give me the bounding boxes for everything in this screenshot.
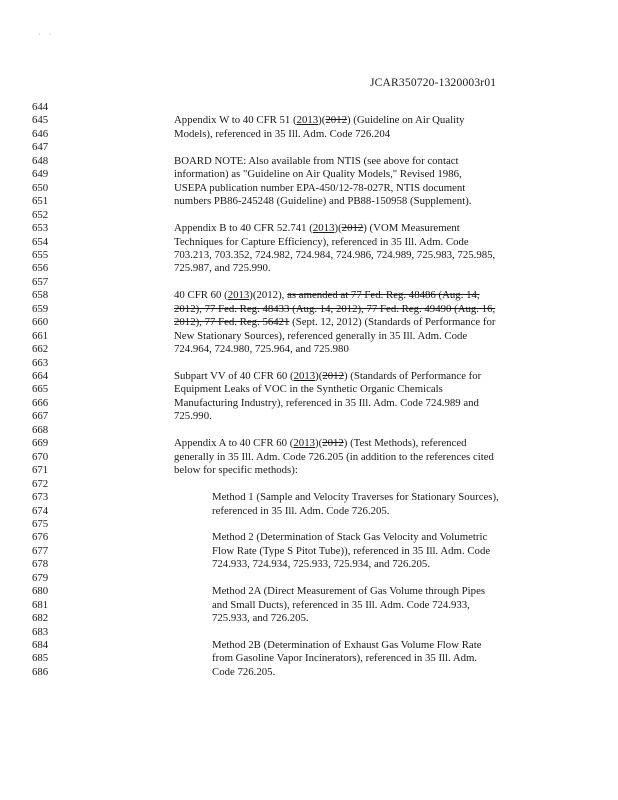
text-segment: Equipment Leaks of VOC in the Synthetic Organic Chemicals: [174, 383, 443, 396]
text-line: [174, 155, 459, 167]
deleted-text: 2012: [322, 437, 344, 450]
line-number: 651: [32, 195, 49, 208]
inserted-text: 2013: [293, 437, 315, 450]
text-line: [174, 262, 271, 274]
line-number: 664: [32, 370, 49, 382]
text-line: [174, 316, 495, 328]
text-segment: BOARD NOTE: Also available from NTIS (see above for contact: [174, 154, 459, 167]
text-segment: Appendix A to 40 CFR 60 (: [174, 437, 294, 450]
line-number: 666: [32, 396, 49, 409]
text-line: [174, 397, 479, 409]
line-number: 648: [32, 154, 49, 167]
text-segment: 725.990.: [174, 410, 212, 423]
document-id-header: JCAR350720-1320003r01: [370, 77, 497, 89]
inserted-text: 2013: [296, 114, 319, 127]
text-segment: generally in 35 Ill. Adm. Code 726.205 (in addition to the references cited: [174, 450, 494, 463]
text-segment: and Small Ducts), referenced in 35 Ill. Adm. Code 724.933,: [212, 598, 470, 611]
text-line: [174, 383, 443, 395]
line-number: 676: [32, 531, 49, 544]
text-segment: ) (Test Methods), referenced: [343, 437, 467, 450]
text-segment: USEPA publication number EPA-450/12-78-027R, NTIS document: [174, 181, 466, 194]
line-number: 678: [32, 558, 49, 571]
deleted-text: as amended at 77 Fed. Reg. 48486 (Aug. 14,: [287, 289, 480, 302]
line-number: 662: [32, 343, 49, 356]
line-number: 667: [32, 410, 49, 423]
deleted-text: 2012: [341, 222, 364, 235]
text-segment: Flow Rate (Type S Pitot Tube)), referenced in 35 Ill. Adm. Code: [212, 544, 491, 557]
text-line: [174, 222, 460, 234]
text-segment: 725.987, and 725.990.: [174, 262, 271, 275]
text-line: [174, 182, 465, 194]
line-number: 686: [32, 665, 49, 678]
text-segment: 724.933, 724.934, 725.933, 725.934, and 726.205.: [212, 558, 431, 571]
text-segment: ) (Standards of Performance for: [343, 370, 482, 382]
line-number: 680: [32, 585, 49, 598]
text-segment: )(2012),: [249, 289, 288, 302]
text-line: [212, 599, 470, 611]
text-segment: Method 2B (Determination of Exhaust Gas Volume Flow Rate: [212, 639, 482, 651]
text-line: [212, 491, 499, 503]
text-line: [212, 505, 390, 517]
text-line: [212, 652, 477, 664]
line-number: 646: [32, 127, 49, 140]
text-segment: numbers PB86-245248 (Guideline) and PB88-150958 (Supplement).: [174, 195, 472, 208]
text-line: [174, 437, 467, 449]
inserted-text: 2013: [312, 222, 335, 235]
text-segment: Techniques for Capture Efficiency), referenced in 35 Ill. Adm. Code: [174, 235, 469, 248]
inserted-text: 2013: [293, 370, 316, 382]
line-number: 644: [32, 101, 49, 113]
text-segment: Manufacturing Industry), referenced in 35 Ill. Adm. Code 724.989 and: [174, 396, 479, 409]
text-line: [174, 289, 480, 301]
text-line: [174, 464, 298, 476]
text-segment: Code 726.205.: [212, 665, 276, 678]
text-segment: Subpart VV of 40 CFR 60 (: [174, 370, 294, 382]
text-segment: Appendix B to 40 CFR 52.741 (: [174, 222, 313, 235]
text-segment: Method 2A (Direct Measurement of Gas Volume through Pipes: [212, 585, 486, 598]
line-number: 654: [32, 235, 49, 248]
text-segment: 703.213, 703.352, 724.982, 724.984, 724.986, 724.989, 725.983, 725.985,: [174, 248, 496, 261]
line-number: 679: [32, 571, 49, 584]
inserted-text: 2013: [227, 289, 250, 302]
line-number: 663: [32, 356, 49, 369]
line-number: 684: [32, 639, 49, 651]
line-number: 674: [32, 504, 49, 517]
text-line: [212, 545, 490, 557]
line-number: 669: [32, 437, 49, 450]
line-number: 671: [32, 464, 49, 477]
text-line: [174, 370, 481, 382]
line-number: 673: [32, 491, 49, 504]
line-number: 649: [32, 168, 49, 181]
line-number: 677: [32, 544, 49, 557]
text-segment: )(: [314, 437, 323, 450]
text-segment: ) (Guideline on Air Quality: [346, 114, 465, 127]
text-segment: New Stationary Sources), referenced generally in 35 Ill. Adm. Code: [174, 329, 468, 342]
line-number: 682: [32, 612, 49, 625]
line-number: 672: [32, 477, 49, 490]
text-segment: 724.964, 724.980, 725.964, and 725.980: [174, 343, 349, 356]
text-line: [212, 666, 275, 678]
line-number: 655: [32, 248, 49, 261]
text-segment: )(: [334, 222, 342, 235]
line-number: 675: [32, 517, 49, 530]
text-segment: information) as "Guideline on Air Quality Models," Revised 1986,: [174, 168, 462, 181]
text-segment: (Sept. 12, 2012) (Standards of Performance for: [289, 316, 496, 329]
text-segment: below for specific methods):: [174, 464, 298, 477]
line-number: 653: [32, 222, 49, 235]
line-number: 659: [32, 302, 49, 315]
line-number: 656: [32, 262, 49, 275]
text-segment: referenced in 35 Ill. Adm. Code 726.205.: [212, 504, 390, 517]
line-number: 652: [32, 208, 49, 221]
line-number: 660: [32, 316, 49, 329]
text-line: [174, 128, 390, 140]
text-segment: Method 2 (Determination of Stack Gas Velocity and Volumetric: [212, 531, 488, 544]
deleted-text: 2012: [322, 370, 344, 382]
line-number: 683: [32, 625, 49, 638]
text-line: [174, 303, 495, 315]
line-number: 668: [32, 423, 49, 436]
text-line: [212, 639, 482, 651]
line-number: 647: [32, 141, 49, 154]
deleted-text: 2012), 77 Fed. Reg. 56421: [174, 316, 290, 329]
text-line: [174, 114, 465, 126]
line-number: 657: [32, 275, 49, 288]
scan-specks: · ·: [38, 30, 52, 39]
line-number: 661: [32, 329, 49, 342]
text-line: [174, 410, 212, 422]
text-segment: 725.933, and 726.205.: [212, 612, 309, 625]
text-line: [174, 195, 471, 207]
text-segment: from Gasoline Vapor Incinerators), referenced in 35 Ill. Adm.: [212, 652, 478, 665]
text-line: [174, 168, 462, 180]
line-number: 681: [32, 598, 49, 611]
line-number: 670: [32, 450, 49, 463]
line-number: 645: [32, 114, 49, 127]
line-number: 650: [32, 181, 49, 194]
text-line: [212, 531, 487, 543]
text-segment: ) (VOM Measurement: [363, 222, 460, 235]
text-segment: )(: [315, 370, 323, 382]
text-line: [174, 343, 349, 355]
deleted-text: 2012), 77 Fed. Reg. 48433 (Aug. 14, 2012), 77 Fed. Reg. 49490 (Aug. 16,: [174, 302, 496, 315]
text-line: [212, 558, 430, 570]
text-segment: Models), referenced in 35 Ill. Adm. Code 726.204: [174, 127, 391, 140]
text-line: [174, 236, 469, 248]
deleted-text: 2012: [325, 114, 347, 127]
line-number: 658: [32, 289, 49, 302]
text-line: [212, 585, 485, 597]
text-line: [212, 612, 309, 624]
text-segment: Appendix W to 40 CFR 51 (: [174, 114, 297, 127]
text-line: [174, 249, 495, 261]
text-line: [174, 451, 494, 463]
line-number: 665: [32, 383, 49, 396]
text-segment: 40 CFR 60 (: [174, 289, 228, 302]
text-segment: Method 1 (Sample and Velocity Traverses for Stationary Sources),: [212, 491, 499, 504]
line-number: 685: [32, 652, 49, 665]
text-line: [174, 330, 467, 342]
text-segment: )(: [318, 114, 326, 127]
